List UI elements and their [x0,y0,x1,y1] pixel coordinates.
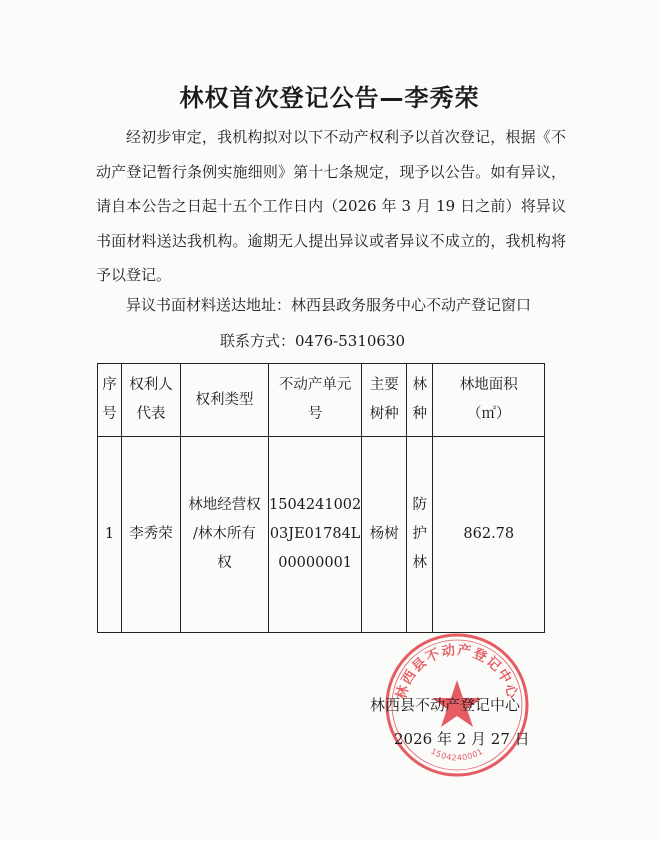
cell-holder: 李秀荣 [122,437,181,633]
registration-table [97,363,545,633]
issuer-name: 林西县不动产登记中心 [370,696,521,714]
svg-text:1504240001 [429,747,484,763]
header-area: 林地面积 （㎡） [433,364,545,437]
page-title: 林权首次登记公告—李秀荣 [179,84,480,112]
contact-info: 联系方式：0476-5310630 [220,332,406,350]
header-holder: 权利人 代表 [122,364,181,437]
seal-code: 1504240001 [429,746,485,763]
objection-address: 异议书面材料送达地址：林西县政务服务中心不动产登记窗口 [126,296,532,314]
table-header-row [98,364,545,437]
seal-text: 林西县不动产登记中心 [393,642,521,702]
table-row [98,437,545,633]
header-right-type: 权利类型 [181,364,269,437]
cell-unit-no: 1504241002 03JE01784L 00000001 [269,437,362,633]
notice-body: 经初步审定，我机构拟对以下不动产权利予以首次登记，根据《不动产登记暂行条例实施细则》第十七条规定，现予以公告。如有异议，请自本公告之日起十五个工作日内（2026 年 3 月 19 日之前）将异议书面材料送达我机构。逾期无人提出异议或者异议不成立的，我机构将予以登记。 [96,128,566,284]
header-seq: 序 号 [98,364,122,437]
cell-right-type: 林地经营权 /林木所有 权 [181,437,269,633]
header-species: 主要 树种 [362,364,407,437]
header-unit-no: 不动产单元 号 [269,364,362,437]
cell-area: 862.78 [433,437,545,633]
cell-seq: 1 [98,437,122,633]
cell-species: 杨树 [362,437,407,633]
header-forest-kind: 林 种 [407,364,433,437]
issue-date: 2026 年 2 月 27 日 [394,730,530,748]
cell-forest-kind: 防 护 林 [407,437,433,633]
